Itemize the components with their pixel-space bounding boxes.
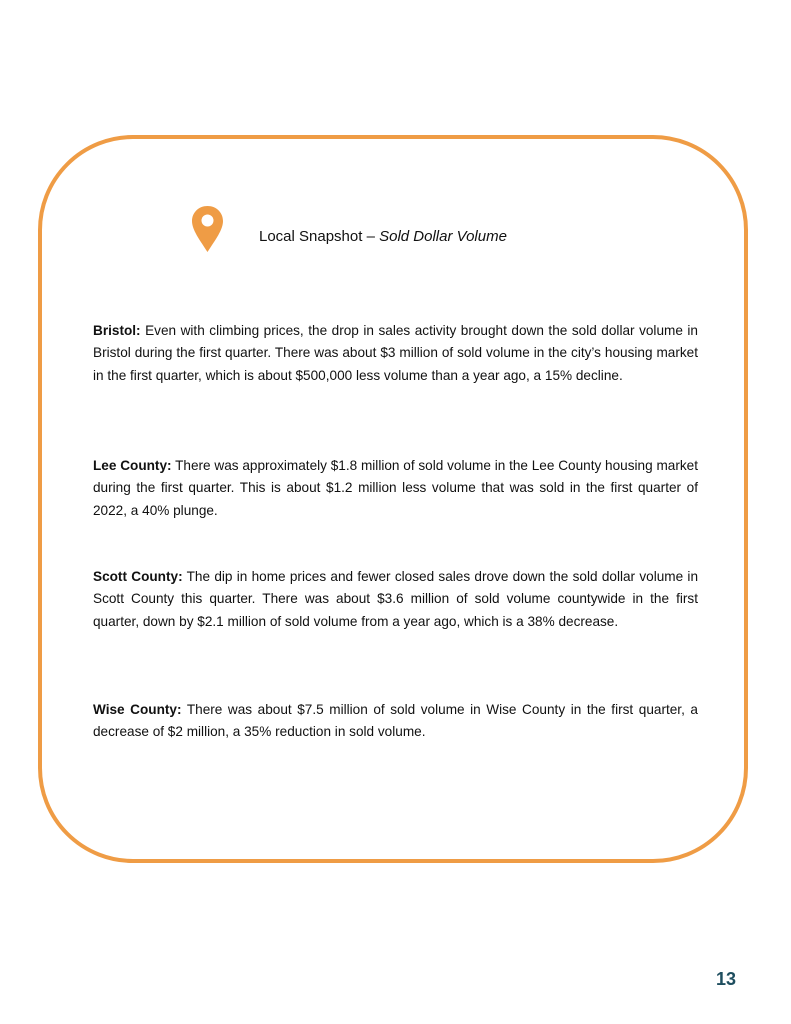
- page-number: 13: [716, 969, 737, 989]
- section-label: Bristol:: [93, 323, 141, 338]
- section-text: There was about $7.5 million of sold volume in Wise County in the first quarter, a decrease of $2 million, a 35% reduction in sold volume.: [93, 702, 698, 740]
- map-pin-icon: [191, 205, 224, 253]
- heading-prefix: Local Snapshot –: [259, 228, 380, 245]
- section-wise-county: [93, 699, 698, 744]
- section-bristol: [93, 320, 698, 387]
- section-label: Wise County:: [93, 702, 182, 717]
- section-label: Lee County:: [93, 458, 172, 473]
- page-heading: [259, 227, 507, 247]
- section-label: Scott County:: [93, 569, 183, 584]
- section-text: Even with climbing prices, the drop in sales activity brought down the sold dollar volume in Bristol during the first quarter. There was about $3 million of sold volume in the city’s housing market in the first quarter, which is about $500,000 less volume than a year ago, a 15% decline.: [93, 323, 698, 383]
- section-text: The dip in home prices and fewer closed sales drove down the sold dollar volume in Scott County this quarter. There was about $3.6 million of sold volume countywide in the first quarter, down by $2.1 million of sold volume from a year ago, which is a 38% decrease.: [93, 569, 699, 629]
- section-scott-county: [93, 566, 698, 633]
- section-lee-county: [93, 455, 698, 522]
- section-text: There was approximately $1.8 million of sold volume in the Lee County housing market during the first quarter. This is about $1.2 million less volume that was sold in the first quarter of 2022, a 40% plunge.: [93, 458, 698, 518]
- heading-italic: Sold Dollar Volume: [379, 228, 507, 245]
